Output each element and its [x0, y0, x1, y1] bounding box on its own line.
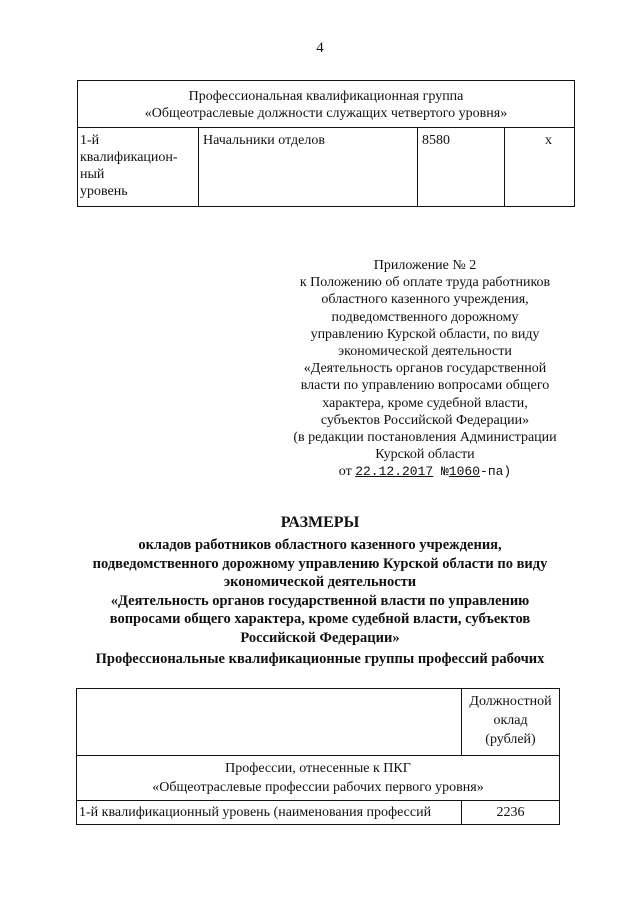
table1-header-line1: Профессиональная квалификационная группа: [188, 89, 464, 104]
salary-header-line: оклад: [493, 713, 528, 728]
document-title: РАЗМЕРЫ: [280, 514, 360, 531]
position-name-cell: Начальники отделов: [199, 128, 418, 207]
qualification-table-servants: [77, 80, 575, 207]
table1-header-line2: «Общеотраслевые должности служащих четвертого уровня»: [144, 106, 508, 121]
document-subtitle: [60, 536, 580, 647]
appendix-date-line: [255, 463, 595, 480]
level-line: ный: [80, 167, 105, 182]
subtitle-line: «Деятельность органов государственной власти по управлению: [110, 592, 530, 609]
table1-header: [78, 81, 575, 128]
subtitle-line: Российской Федерации»: [240, 629, 400, 646]
group-header: [77, 756, 560, 801]
extra-cell: х: [505, 128, 575, 207]
appendix-line: субъектов Российской Федерации»: [320, 412, 530, 428]
number-prefix: №: [433, 464, 449, 480]
subtitle-line: окладов работников областного казенного учреждения,: [138, 537, 502, 553]
table-row: [78, 128, 575, 207]
level-line: 1-й: [80, 133, 100, 148]
subtitle-line: экономической деятельности: [223, 574, 417, 590]
appendix-block: [255, 257, 595, 481]
level-line: уровень: [80, 184, 128, 199]
empty-header-cell: [77, 689, 462, 756]
level-line: квалификацион-: [80, 150, 178, 165]
decree-number: 1060: [448, 464, 481, 480]
appendix-line: «Деятельность органов государственной: [303, 361, 547, 377]
appendix-line: власти по управлению вопросами общего: [300, 378, 550, 394]
appendix-line: Курской области: [375, 447, 475, 463]
appendix-line: к Положению об оплате труда работников: [299, 275, 551, 291]
group-header-line2: «Общеотраслевые профессии рабочих первого уровня»: [152, 780, 484, 795]
table-row: [77, 801, 560, 825]
subtitle-line: вопросами общего характера, кроме судебной власти, субъектов: [109, 611, 531, 627]
salary-header-line: (рублей): [485, 732, 536, 747]
section-title: Профессиональные квалификационные группы профессий рабочих: [95, 651, 545, 667]
salary-header-cell: [462, 689, 560, 756]
appendix-line: экономической деятельности: [338, 344, 512, 360]
appendix-line: Приложение № 2: [373, 258, 477, 273]
appendix-line: областного казенного учреждения,: [321, 292, 529, 308]
number-suffix: -па): [480, 464, 512, 480]
group-header-line1: Профессии, отнесенные к ПКГ: [225, 761, 411, 776]
qualification-level-cell: [78, 128, 199, 207]
qualification-level-cell: 1-й квалификационный уровень (наименования профессий: [77, 801, 462, 825]
salary-cell: 2236: [462, 801, 560, 825]
page-number: 4: [316, 40, 324, 56]
salary-cell: 8580: [418, 128, 505, 207]
appendix-line: подведомственного дорожному: [331, 309, 519, 325]
appendix-line: (в редакции постановления Администрации: [293, 430, 557, 446]
qualification-table-workers: [76, 688, 560, 825]
decree-date: 22.12.2017: [355, 464, 434, 480]
salary-header-line: Должностной: [469, 694, 552, 709]
appendix-line: управлению Курской области, по виду: [310, 326, 540, 342]
subtitle-line: подведомственного дорожному управлению Курской области по виду: [92, 555, 548, 572]
appendix-line: характера, кроме судебной власти,: [322, 395, 528, 411]
date-prefix: от: [338, 464, 356, 480]
